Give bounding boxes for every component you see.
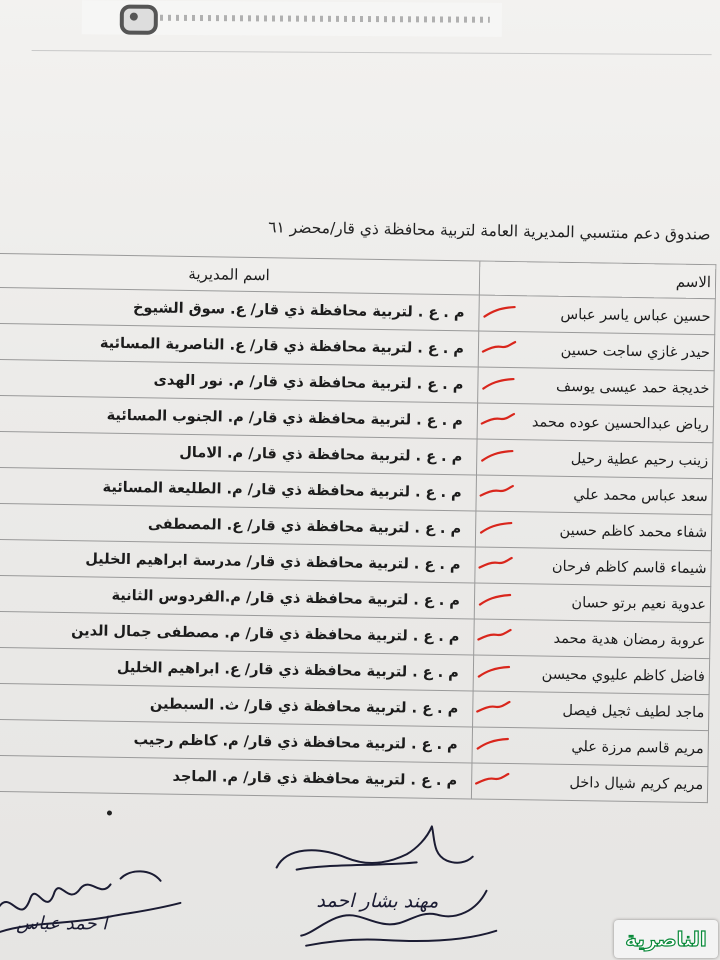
red-check-mark-icon (478, 520, 514, 537)
member-name-cell (479, 295, 716, 335)
red-check-mark-icon (475, 699, 511, 716)
red-check-mark-icon (479, 448, 515, 465)
red-check-mark-icon (477, 592, 513, 609)
member-name: مريم قاسم مرزة علي (571, 738, 704, 757)
member-name: رياض عبدالحسين عوده محمد (531, 413, 709, 433)
signature-left (0, 858, 191, 949)
logo-text: الناصرية (625, 927, 707, 951)
member-name-cell (472, 727, 709, 767)
member-name-cell (475, 547, 712, 587)
red-check-mark-icon (481, 304, 517, 321)
red-check-mark-icon (479, 484, 515, 501)
member-name: ماجد لطيف ثجيل فيصل (562, 702, 705, 721)
red-check-mark-icon (475, 735, 511, 752)
member-name: حسين عباس ياسر عباس (560, 306, 711, 325)
red-check-mark-icon (476, 664, 512, 681)
directorate-cell: م . ع . لتربية محافظة ذي قار/ مدرسة ابراهيم الخليل (0, 539, 475, 583)
right-signature-text: مهند بشار احمد (316, 889, 439, 913)
directorate-cell: م . ع . لتربية محافظة ذي قار/ م. كاظم رجيب (0, 719, 473, 763)
red-check-mark-icon (480, 412, 516, 429)
directorate-cell: م . ع . لتربية محافظة ذي قار/ ث. السبطين (0, 683, 473, 727)
ink-dot (107, 810, 112, 815)
member-name-cell (476, 439, 713, 479)
directorate-cell: م . ع . لتربية محافظة ذي قار/ ع. سوق الشيوخ (0, 287, 479, 331)
directorate-cell: م . ع . لتربية محافظة ذي قار/ م. مصطفى جمال الدين (0, 611, 474, 655)
page-fold-line (32, 50, 712, 55)
header-name: الاسم (479, 261, 716, 299)
directorate-cell: م . ع . لتربية محافظة ذي قار/ م. الامال (0, 431, 477, 475)
member-name: حيدر غازي ساجت حسين (560, 342, 711, 361)
red-check-mark-icon (477, 556, 513, 573)
member-name-cell (475, 511, 712, 551)
member-name-cell (473, 655, 710, 695)
directorate-cell: م . ع . لتربية محافظة ذي قار/ م. الماجد (0, 755, 472, 799)
member-name: مريم كريم شيال داخل (569, 774, 704, 793)
member-name-cell (471, 763, 708, 803)
member-name-cell (473, 691, 710, 731)
document-heading: صندوق دعم منتسبي المديرية العامة لتربية محافظة ذي قار/محضر ٦١ (268, 218, 711, 244)
member-name: فاضل كاظم عليوي محيسن (541, 666, 705, 685)
member-name: عدوية نعيم برتو حسان (571, 594, 707, 613)
directorate-cell: م . ع . لتربية محافظة ذي قار/ ع. ابراهيم الخليل (0, 647, 474, 691)
member-name-cell (477, 403, 714, 443)
red-check-mark-icon (480, 376, 516, 393)
alnasiriya-watermark-logo (614, 920, 718, 958)
member-name: شفاء محمد كاظم حسين (559, 522, 708, 541)
left-signature-text: ا حمد عباس (16, 912, 108, 935)
directorate-cell: م . ع . لتربية محافظة ذي قار/ م.الفردوس الثانية (0, 575, 475, 619)
red-check-mark-icon (474, 771, 510, 788)
member-name-cell (478, 331, 715, 371)
member-name: سعد عباس محمد علي (573, 486, 708, 505)
directorate-cell: م . ع . لتربية محافظة ذي قار/ م. نور الهدى (0, 359, 478, 403)
directorate-cell: م . ع . لتربية محافظة ذي قار/ م. الطليعة المسائية (0, 467, 476, 511)
red-check-mark-icon (476, 628, 512, 645)
member-name: عروبة رمضان هدية محمد (553, 630, 706, 649)
binder-clip-icon (120, 5, 158, 35)
members-table (0, 253, 710, 803)
red-check-mark-icon (481, 340, 517, 357)
directorate-cell: م . ع . لتربية محافظة ذي قار/ م. الجنوب المسائية (0, 395, 478, 439)
table-body (0, 287, 715, 803)
member-name: خديجة حمد عيسى يوسف (556, 378, 710, 397)
header-directorate: اسم المديرية (0, 253, 480, 295)
member-name-cell (474, 583, 711, 623)
member-name-cell (478, 367, 715, 407)
member-name: شيماء قاسم كاظم فرحان (551, 558, 707, 577)
member-name-cell (474, 619, 711, 659)
member-name-cell (476, 475, 713, 515)
directorate-cell: م . ع . لتربية محافظة ذي قار/ ع. الناصرية المسائية (0, 323, 479, 367)
member-name: زينب رحيم عطية رحيل (570, 450, 709, 469)
directorate-cell: م . ع . لتربية محافظة ذي قار/ ع. المصطفى (0, 503, 476, 547)
